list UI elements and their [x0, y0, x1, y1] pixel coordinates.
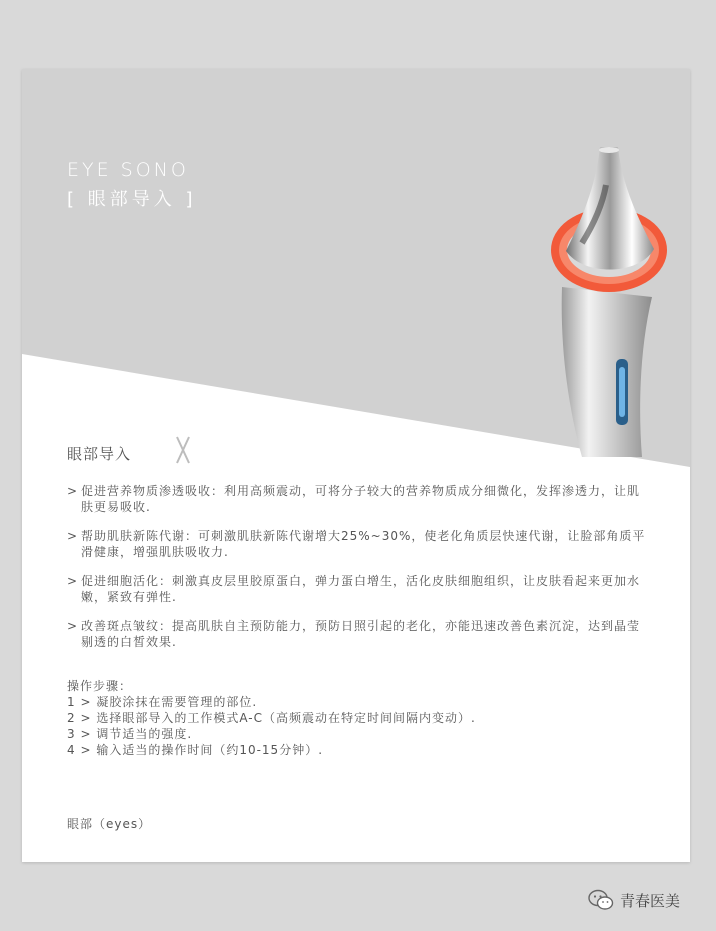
section-title: 眼部导入 — [67, 445, 132, 463]
step-item: 1 > 凝胶涂抹在需要管理的部位. — [67, 695, 258, 709]
benefit-item — [67, 573, 647, 605]
benefit-text: 帮助肌肤新陈代谢：可刺激肌肤新陈代谢增大25%~30%，使老化角质层快速代谢，让脸部角质平滑健康，增强肌肤吸收力. — [81, 529, 646, 559]
benefit-item — [67, 483, 647, 515]
brand-watermark — [588, 889, 680, 911]
bullet-marker: > — [67, 574, 79, 588]
operation-steps — [67, 678, 647, 758]
brand-name: 青春医美 — [620, 891, 681, 910]
step-item: 3 > 调节适当的强度. — [67, 727, 193, 741]
bullet-marker: > — [67, 619, 79, 633]
benefit-item — [67, 528, 647, 560]
bullet-marker: > — [67, 484, 79, 498]
eye-sono-device-image — [522, 147, 672, 457]
steps-heading: 操作步骤： — [67, 679, 133, 693]
step-item: 2 > 选择眼部导入的工作模式A-C（高频震动在特定时间间隔内变动）. — [67, 711, 476, 725]
benefit-item — [67, 618, 647, 650]
content-card — [22, 69, 690, 862]
hero-subtitle: [ 眼部导入 ] — [67, 189, 197, 210]
bullet-marker: > — [67, 529, 79, 543]
hero-title: EYE SONO — [67, 159, 189, 181]
footer-label: 眼部（eyes） — [67, 817, 152, 831]
step-item: 4 > 输入适当的操作时间（约10-15分钟）. — [67, 743, 324, 757]
benefit-text: 促进细胞活化：刺激真皮层里胶原蛋白，弹力蛋白增生，活化皮肤细胞组织，让皮肤看起来更加水嫩，紧致有弹性. — [81, 574, 641, 604]
benefit-text: 改善斑点皱纹：提高肌肤自主预防能力，预防日照引起的老化，亦能迅速改善色素沉淀，达到晶莹剔透的白皙效果. — [81, 619, 641, 649]
decorative-x-icon — [174, 435, 192, 465]
benefit-text: 促进营养物质渗透吸收：利用高频震动，可将分子较大的营养物质成分细微化，发挥渗透力，让肌肤更易吸收. — [81, 484, 641, 514]
wechat-icon — [588, 889, 614, 911]
benefits-list — [67, 483, 647, 663]
